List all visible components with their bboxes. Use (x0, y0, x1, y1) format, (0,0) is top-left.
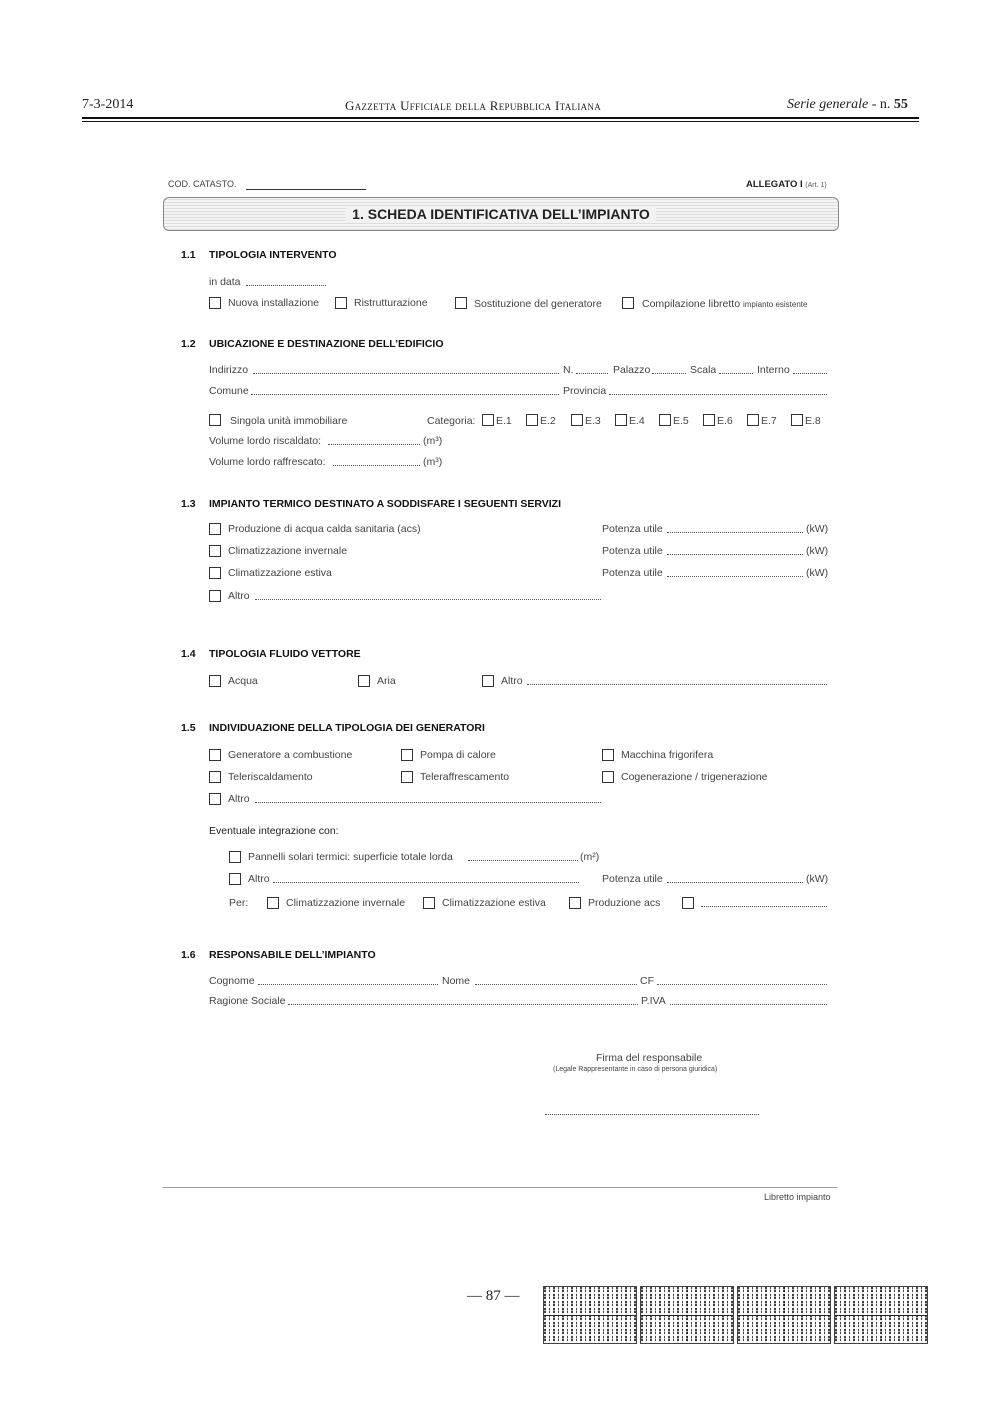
checkbox-altro-servizi[interactable] (209, 590, 221, 602)
section-1-3-title: IMPIANTO TERMICO DESTINATO A SODDISFARE I SEGUENTI SERVIZI (209, 498, 561, 510)
altro-fluido-field[interactable] (527, 684, 827, 685)
label-compilazione-libretto (642, 298, 807, 310)
checkbox-per-estiva[interactable] (423, 897, 435, 909)
label-cat-e1: E.1 (496, 415, 512, 427)
per-label: Per: (229, 897, 249, 909)
scala-field[interactable] (719, 373, 753, 374)
checkbox-clim-invernale[interactable] (209, 545, 221, 557)
footer-rule (163, 1187, 837, 1188)
piva-label: P.IVA (641, 995, 666, 1007)
checkbox-acs[interactable] (209, 523, 221, 535)
checkbox-generatore-combustione[interactable] (209, 749, 221, 761)
label-cogenerazione: Cogenerazione / trigenerazione (621, 771, 768, 783)
label-clim-invernale: Climatizzazione invernale (228, 545, 348, 557)
pannelli-superficie-field[interactable] (468, 860, 578, 861)
label-per-estiva: Climatizzazione estiva (442, 897, 546, 909)
cognome-label: Cognome (209, 975, 255, 987)
label-cat-e8: E.8 (805, 415, 821, 427)
section-1-4-title: TIPOLOGIA FLUIDO VETTORE (209, 648, 361, 660)
interno-field[interactable] (793, 373, 827, 374)
form-title: 1. SCHEDA IDENTIFICATIVA DELL’IMPIANTO (346, 206, 656, 222)
datamatrix-code-4 (834, 1286, 928, 1344)
cf-field[interactable] (657, 984, 827, 985)
volume-raffrescato-label: Volume lordo raffrescato: (209, 456, 326, 468)
checkbox-pannelli-solari[interactable] (229, 851, 241, 863)
label-acs: Produzione di acqua calda sanitaria (acs) (228, 523, 421, 535)
checkbox-altro-fluido[interactable] (482, 675, 494, 687)
cf-label: CF (640, 975, 654, 987)
checkbox-altro-generatori[interactable] (209, 793, 221, 805)
altro-generatori-field[interactable] (255, 802, 601, 803)
categoria-label: Categoria: (427, 415, 476, 427)
label-macchina-frigorifera: Macchina frigorifera (621, 749, 714, 761)
checkbox-cogenerazione[interactable] (602, 771, 614, 783)
section-1-6-num: 1.6 (181, 949, 196, 961)
label-acqua: Acqua (228, 675, 258, 687)
label-cat-e3: E.3 (585, 415, 601, 427)
per-altro-field[interactable] (701, 906, 827, 907)
checkbox-sostituzione-generatore[interactable] (455, 297, 467, 309)
checkbox-pompa-calore[interactable] (401, 749, 413, 761)
allegato-label (746, 179, 827, 190)
label-per-invernale: Climatizzazione invernale (286, 897, 406, 909)
header-date: 7-3-2014 (82, 97, 134, 112)
checkbox-altro-integrazione[interactable] (229, 873, 241, 885)
header-title: Gazzetta Ufficiale della Repubblica Italiana (345, 98, 602, 113)
label-altro-fluido: Altro (501, 675, 523, 687)
indirizzo-field[interactable] (253, 373, 559, 374)
section-1-3-num: 1.3 (181, 498, 196, 510)
checkbox-ristrutturazione[interactable] (335, 297, 347, 309)
checkbox-compilazione-libretto[interactable] (622, 297, 634, 309)
volume-riscaldato-label: Volume lordo riscaldato: (209, 435, 322, 447)
comune-label: Comune (209, 385, 249, 397)
scala-label: Scala (690, 364, 717, 376)
footer-label: Libretto impianto (764, 1192, 831, 1202)
label-cat-e4: E.4 (629, 415, 645, 427)
checkbox-singola-unita[interactable] (209, 414, 221, 426)
piva-field[interactable] (670, 1004, 827, 1005)
firma-field[interactable] (545, 1114, 759, 1115)
checkbox-teleraffrescamento[interactable] (401, 771, 413, 783)
checkbox-macchina-frigorifera[interactable] (602, 749, 614, 761)
checkbox-nuova-installazione[interactable] (209, 297, 221, 309)
volume-riscaldato-field[interactable] (328, 444, 420, 445)
potenza-estiva-unit: (kW) (806, 567, 829, 579)
label-altro-generatori: Altro (228, 793, 250, 805)
volume-raffrescato-field[interactable] (333, 465, 420, 466)
label-per-acs: Produzione acs (588, 897, 661, 909)
nome-field[interactable] (475, 984, 637, 985)
cod-catasto-line[interactable] (246, 189, 366, 190)
section-1-5-title: INDIVIDUAZIONE DELLA TIPOLOGIA DEI GENERATORI (209, 722, 485, 734)
header-rule-thin (82, 121, 919, 122)
firma-label: Firma del responsabile (596, 1052, 703, 1064)
ragione-sociale-field[interactable] (288, 1004, 638, 1005)
page-number: — 87 — (467, 1288, 520, 1304)
label-pannelli-solari: Pannelli solari termici: superficie totale lorda (248, 851, 453, 863)
potenza-integrazione-field[interactable] (667, 882, 803, 883)
volume-riscaldato-unit: (m³) (423, 435, 443, 447)
potenza-invernale-label: Potenza utile (602, 545, 663, 557)
label-ristrutturazione: Ristrutturazione (354, 297, 428, 309)
form-title-banner (163, 197, 839, 231)
comune-field[interactable] (251, 394, 559, 395)
label-cat-e7: E.7 (761, 415, 777, 427)
label-nuova-installazione: Nuova installazione (228, 297, 320, 309)
header-rule-thick (82, 117, 919, 119)
potenza-acs-label: Potenza utile (602, 523, 663, 535)
section-1-4-num: 1.4 (181, 648, 196, 660)
ragione-sociale-label: Ragione Sociale (209, 995, 286, 1007)
potenza-invernale-field[interactable] (667, 554, 803, 555)
checkbox-clim-estiva[interactable] (209, 567, 221, 579)
label-teleriscaldamento: Teleriscaldamento (228, 771, 313, 783)
indirizzo-label: Indirizzo (209, 364, 249, 376)
potenza-estiva-label: Potenza utile (602, 567, 663, 579)
provincia-field[interactable] (609, 394, 827, 395)
potenza-acs-field[interactable] (667, 532, 803, 533)
section-1-5-num: 1.5 (181, 722, 196, 734)
altro-servizi-field[interactable] (255, 599, 601, 600)
section-1-1-num: 1.1 (181, 249, 196, 261)
potenza-estiva-field[interactable] (667, 576, 803, 577)
checkbox-cat-e2[interactable] (526, 414, 538, 426)
checkbox-cat-e5[interactable] (659, 414, 671, 426)
cod-catasto-label: COD. CATASTO. (168, 179, 237, 189)
nome-label: Nome (442, 975, 471, 987)
pannelli-unit: (m²) (580, 851, 600, 863)
allegato-title: ALLEGATO I (746, 179, 803, 190)
potenza-acs-unit: (kW) (806, 523, 829, 535)
numero-label: N. (563, 364, 574, 376)
checkbox-cat-e3[interactable] (571, 414, 583, 426)
datamatrix-code-2 (640, 1286, 734, 1344)
label-compilazione-libretto-main: Compilazione libretto (642, 298, 741, 310)
header-number: 55 (893, 97, 908, 112)
checkbox-cat-e1[interactable] (482, 414, 494, 426)
section-1-6-title: RESPONSABILE DELL’IMPIANTO (209, 949, 376, 961)
label-compilazione-libretto-suffix: impianto esistente (742, 300, 808, 309)
label-sostituzione-generatore: Sostituzione del generatore (474, 298, 602, 310)
allegato-ref: (Art. 1) (805, 182, 827, 189)
checkbox-cat-e7[interactable] (747, 414, 759, 426)
section-1-2-num: 1.2 (181, 338, 196, 350)
label-cat-e6: E.6 (717, 415, 733, 427)
datamatrix-code-1 (543, 1286, 637, 1344)
checkbox-teleriscaldamento[interactable] (209, 771, 221, 783)
section-1-2-title: UBICAZIONE E DESTINAZIONE DELL’EDIFICIO (209, 338, 444, 350)
checkbox-cat-e8[interactable] (791, 414, 803, 426)
numero-field[interactable] (576, 373, 608, 374)
integrazione-label: Eventuale integrazione con: (209, 825, 339, 837)
potenza-integrazione-label: Potenza utile (602, 873, 663, 885)
label-altro-integrazione: Altro (248, 873, 270, 885)
potenza-integrazione-unit: (kW) (806, 873, 829, 885)
label-pompa-calore: Pompa di calore (420, 749, 496, 761)
label-aria: Aria (377, 675, 396, 687)
label-teleraffrescamento: Teleraffrescamento (420, 771, 510, 783)
potenza-invernale-unit: (kW) (806, 545, 829, 557)
checkbox-cat-e6[interactable] (703, 414, 715, 426)
in-data-field[interactable] (246, 285, 326, 286)
checkbox-per-invernale[interactable] (267, 897, 279, 909)
label-singola-unita: Singola unità immobiliare (230, 415, 348, 427)
label-clim-estiva: Climatizzazione estiva (228, 567, 332, 579)
label-altro-servizi: Altro (228, 590, 250, 602)
checkbox-per-altro[interactable] (682, 897, 694, 909)
checkbox-per-acs[interactable] (569, 897, 581, 909)
checkbox-aria[interactable] (358, 675, 370, 687)
palazzo-label: Palazzo (613, 364, 651, 376)
header-number-prefix: - n. (871, 97, 891, 112)
header-series-label: Serie generale (787, 97, 869, 112)
header-series (787, 97, 908, 113)
label-cat-e5: E.5 (673, 415, 689, 427)
section-1-1-title: TIPOLOGIA INTERVENTO (209, 249, 337, 261)
label-generatore-combustione: Generatore a combustione (228, 749, 353, 761)
label-cat-e2: E.2 (540, 415, 556, 427)
altro-integrazione-field[interactable] (273, 882, 579, 883)
provincia-label: Provincia (563, 385, 607, 397)
checkbox-acqua[interactable] (209, 675, 221, 687)
palazzo-field[interactable] (652, 373, 686, 374)
firma-note: (Legale Rappresentante in caso di persona giuridica) (553, 1066, 718, 1073)
checkbox-cat-e4[interactable] (615, 414, 627, 426)
cognome-field[interactable] (258, 984, 438, 985)
interno-label: Interno (757, 364, 790, 376)
volume-raffrescato-unit: (m³) (423, 456, 443, 468)
datamatrix-code-3 (737, 1286, 831, 1344)
in-data-label: in data (209, 276, 241, 288)
